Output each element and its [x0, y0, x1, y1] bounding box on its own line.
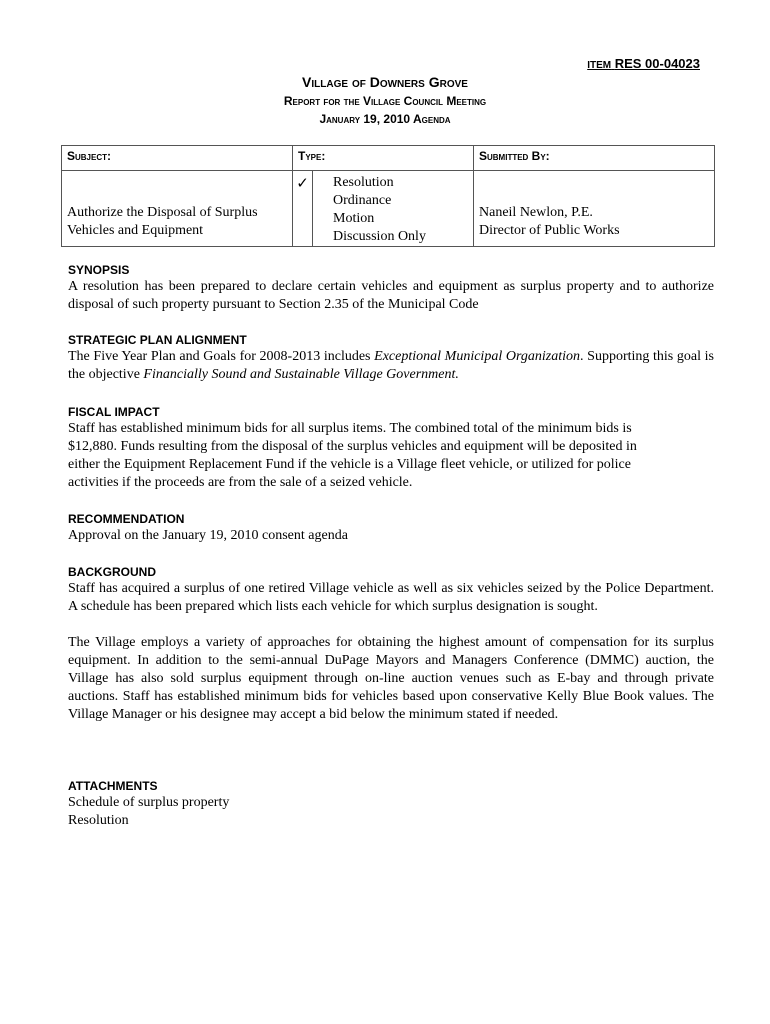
- recommendation-text: Approval on the January 19, 2010 consent agenda: [68, 528, 348, 543]
- report-header: [0, 72, 770, 128]
- strategic-text-middle: . Supporting this goal is the objective: [68, 349, 714, 382]
- strategic-plan-section: [68, 332, 714, 384]
- strategic-goal: Exceptional Municipal Organization: [374, 349, 581, 364]
- background-section: [68, 564, 714, 724]
- recommendation-section: [68, 511, 714, 545]
- info-table: [61, 145, 715, 247]
- info-table-header-row: [62, 146, 715, 171]
- type-options-cell: [313, 171, 474, 247]
- fiscal-line: $12,880. Funds resulting from the disposal of the surplus vehicles and equipment will be deposited in: [68, 439, 637, 454]
- subject-line: Vehicles and Equipment: [67, 223, 204, 238]
- item-number: [587, 56, 700, 71]
- synopsis-section: [68, 262, 714, 314]
- fiscal-line: activities if the proceeds are from the sale of a seized vehicle.: [68, 475, 413, 490]
- subject-line: Authorize the Disposal of Surplus: [67, 205, 258, 220]
- attachment-item: Resolution: [68, 813, 129, 828]
- strategic-plan-text: [68, 348, 714, 384]
- submitter-name: Naneil Newlon, P.E.: [479, 205, 593, 220]
- strategic-objective: Financially Sound and Sustainable Village Government.: [143, 367, 459, 382]
- strategic-text-before: The Five Year Plan and Goals for 2008-2013 includes: [68, 349, 375, 364]
- checkmark-icon: ✓: [296, 176, 309, 192]
- background-title: BACKGROUND: [68, 565, 156, 579]
- submitted-header-cell: [474, 146, 715, 171]
- report-title: Report for the Village Council Meeting: [283, 94, 487, 108]
- subject-label: Subject:: [67, 149, 112, 163]
- synopsis-text: A resolution has been prepared to declare certain vehicles and equipment as surplus property and to authorize disposal of such property pursuant to Section 2.35 of the Municipal Code: [68, 279, 714, 312]
- org-title: Village of Downers Grove: [302, 74, 468, 90]
- type-option-motion: Motion: [333, 211, 375, 226]
- attachments-list: [68, 794, 714, 830]
- fiscal-line: either the Equipment Replacement Fund if the vehicle is a Village fleet vehicle, or utilized for police: [68, 457, 631, 472]
- fiscal-impact-title: FISCAL IMPACT: [68, 405, 160, 419]
- type-option-ordinance: Ordinance: [333, 193, 392, 208]
- type-header-cell: [293, 146, 474, 171]
- type-option-discussion: Discussion Only: [333, 229, 426, 244]
- attachment-item: Schedule of surplus property: [68, 795, 230, 810]
- background-paragraph-1: Staff has acquired a surplus of one retired Village vehicle as well as six vehicles seized by the Police Department. A schedule has been prepared which lists each vehicle for which surplus designation is sought.: [68, 581, 714, 614]
- fiscal-impact-section: [68, 404, 714, 492]
- strategic-plan-title: STRATEGIC PLAN ALIGNMENT: [68, 333, 247, 347]
- recommendation-title: RECOMMENDATION: [68, 512, 185, 526]
- type-check-cell: [293, 171, 313, 247]
- synopsis-title: SYNOPSIS: [68, 263, 130, 277]
- type-label: Type:: [298, 149, 326, 163]
- background-paragraph-2: The Village employs a variety of approaches for obtaining the highest amount of compensation for its surplus equipment. In addition to the semi-annual DuPage Mayors and Managers Conference (DMMC) auction, the Village has also sold surplus equipment through on-line auction venues such as E-bay and through private auctions. Staff has established minimum bids for vehicles based upon conservative Kelly Blue Book values. The Village Manager or his designee may accept a bid below the minimum stated if needed.: [68, 635, 714, 722]
- subject-cell: [62, 171, 293, 247]
- fiscal-impact-text: [68, 420, 714, 492]
- attachments-section: [68, 778, 714, 830]
- type-option-resolution: Resolution: [333, 175, 394, 190]
- attachments-title: ATTACHMENTS: [68, 779, 158, 793]
- item-number-value: RES 00-04023: [614, 56, 700, 71]
- item-prefix: ITEM: [587, 60, 612, 71]
- subject-header-cell: [62, 146, 293, 171]
- submitter-title: Director of Public Works: [479, 223, 620, 238]
- submitted-label: Submitted By:: [479, 149, 550, 163]
- info-table-body-row: [62, 171, 715, 247]
- agenda-date: January 19, 2010 Agenda: [319, 112, 451, 126]
- fiscal-line: Staff has established minimum bids for all surplus items. The combined total of the minimum bids is: [68, 421, 632, 436]
- submitted-cell: [474, 171, 715, 247]
